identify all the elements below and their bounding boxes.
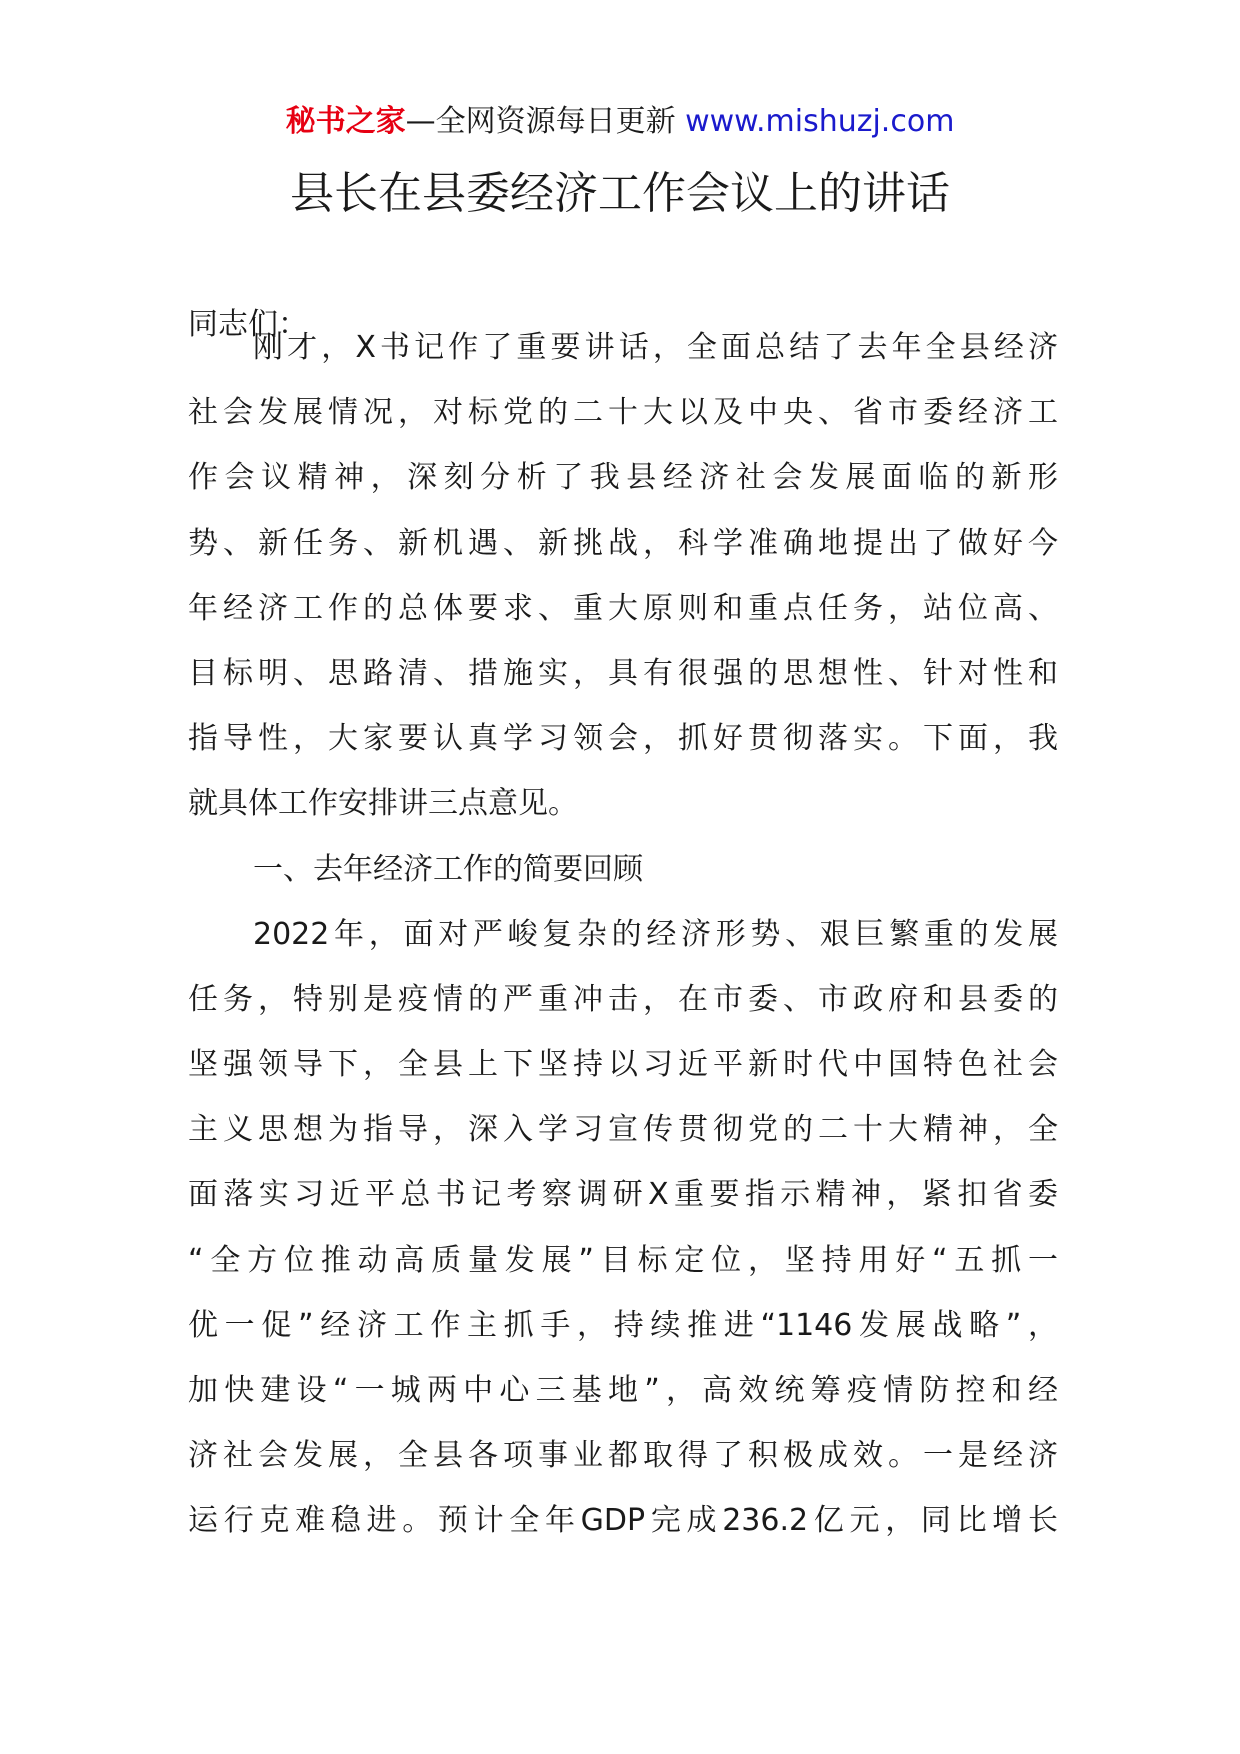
paragraph-line: 运行克难稳进。预计全年GDP完成236.2亿元，同比增长 <box>188 1503 1058 1539</box>
paragraph-line: 2022年，面对严峻复杂的经济形势、艰巨繁重的发展 <box>253 916 1058 952</box>
site-url-link[interactable]: www.mishuzj.com <box>675 104 955 139</box>
site-tagline: —全网资源每日更新 <box>405 104 676 139</box>
paragraph-line: 就具体工作安排讲三点意见。 <box>188 786 578 822</box>
brand-name: 秘书之家 <box>285 104 406 139</box>
paragraph-line: 指导性，大家要认真学习领会，抓好贯彻落实。下面，我 <box>188 721 1058 757</box>
document-title: 县长在县委经济工作会议上的讲话 <box>290 168 950 219</box>
site-header <box>0 100 1240 144</box>
salutation: 同志们： <box>188 307 308 342</box>
paragraph-line: 作会议精神，深刻分析了我县经济社会发展面临的新形 <box>188 460 1058 496</box>
paragraph-line: 势、新任务、新机遇、新挑战，科学准确地提出了做好今 <box>188 525 1058 561</box>
body-text <box>188 315 1058 1554</box>
paragraph-line: 目标明、思路清、措施实，具有很强的思想性、针对性和 <box>188 655 1058 691</box>
paragraph-line: 年经济工作的总体要求、重大原则和重点任务，站位高、 <box>188 590 1058 626</box>
paragraph-line: “全方位推动高质量发展”目标定位，坚持用好“五抓一 <box>188 1242 1058 1278</box>
paragraph-line: 任务，特别是疫情的严重冲击，在市委、市政府和县委的 <box>188 981 1058 1017</box>
paragraph-line: 主义思想为指导，深入学习宣传贯彻党的二十大精神，全 <box>188 1112 1058 1148</box>
section-heading: 一、去年经济工作的简要回顾 <box>253 851 643 887</box>
paragraph-line: 坚强领导下，全县上下坚持以习近平新时代中国特色社会 <box>188 1047 1058 1083</box>
paragraph-line: 刚才，X书记作了重要讲话，全面总结了去年全县经济 <box>253 330 1058 365</box>
paragraph-line: 优一促”经济工作主抓手，持续推进“1146发展战略”， <box>188 1307 1058 1343</box>
paragraph-line: 济社会发展，全县各项事业都取得了积极成效。一是经济 <box>188 1438 1058 1474</box>
paragraph-line: 社会发展情况，对标党的二十大以及中央、省市委经济工 <box>188 395 1058 431</box>
paragraph-line: 加快建设“一城两中心三基地”，高效统筹疫情防控和经 <box>188 1373 1058 1408</box>
paragraph-line: 面落实习近平总书记考察调研X重要指示精神，紧扣省委 <box>188 1177 1058 1213</box>
